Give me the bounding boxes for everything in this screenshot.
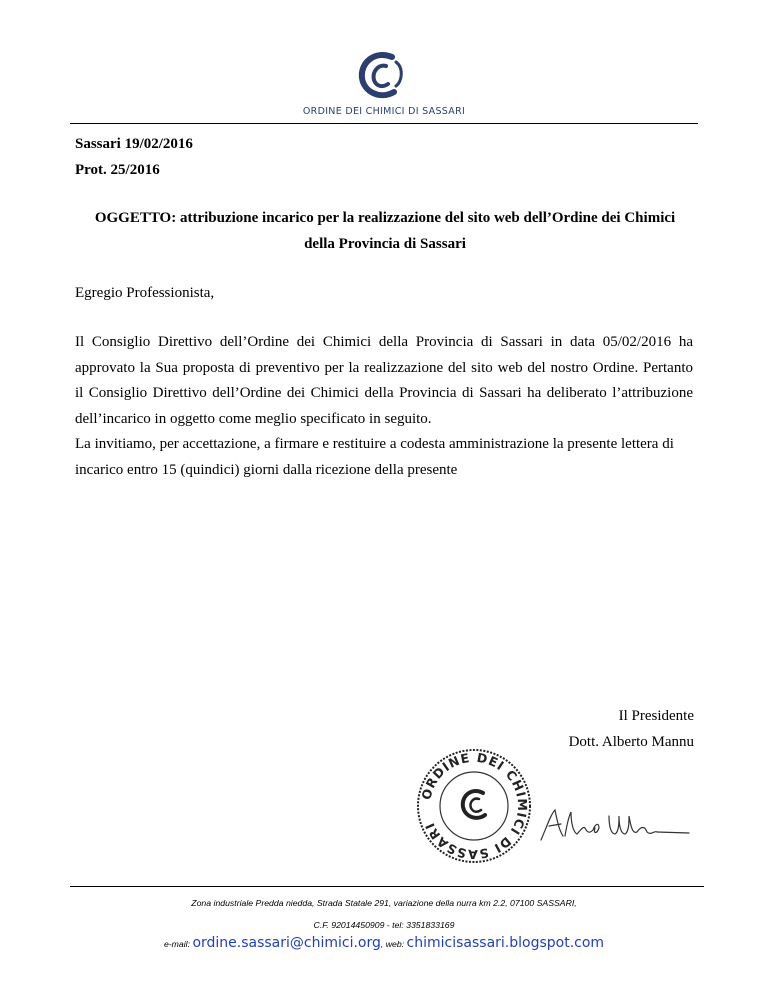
header-divider — [70, 123, 698, 124]
signer-role: Il Presidente — [618, 708, 694, 724]
letter-body — [75, 330, 693, 483]
protocol-number: Prot. 25/2016 — [75, 162, 160, 178]
footer-fiscal-info: C.F. 92014450909 - tel: 3351833169 — [313, 920, 455, 930]
footer-address: Zona industriale Predda niedda, Strada Statale 291, variazione della nurra km 2.2, 07100 SASSARI, — [191, 898, 577, 908]
body-line: dell’incarico in oggetto come meglio specificato in seguito. — [75, 410, 432, 427]
email-label: e-mail: — [163, 939, 191, 949]
body-line: incarico entro 15 (quindici) giorni dalla ricezione della presente — [75, 461, 458, 478]
subject-line-1: OGGETTO: attribuzione incarico per la realizzazione del sito web dell’Ordine dei Chimici — [94, 210, 676, 226]
subject-line-2: della Provincia di Sassari — [304, 236, 466, 252]
body-line: La invitiamo, per accettazione, a firmare e restituire a codesta amministrazione la presente lettera di — [75, 436, 674, 452]
footer-divider — [70, 886, 704, 887]
official-stamp-icon — [415, 747, 533, 865]
letter-subject — [75, 205, 695, 257]
footer-separator: , — [380, 939, 384, 949]
greeting: Egregio Professionista, — [75, 285, 215, 301]
letter-date: Sassari 19/02/2016 — [75, 136, 193, 152]
svg-text:ORDINE DEI CHIMICI DI SASSARI: ORDINE DEI CHIMICI DI SASSARI — [418, 749, 531, 863]
signer-name: Dott. Alberto Mannu — [568, 734, 694, 750]
body-line: il Consiglio Direttivo dell’Ordine dei Chimici della Provincia di Sassari ha deliberato l’attribuzione — [75, 385, 693, 401]
website-link[interactable]: chimicisassari.blogspot.com — [406, 935, 605, 951]
handwritten-signature-icon — [537, 806, 692, 844]
organization-name: ORDINE DEI CHIMICI DI SASSARI — [302, 106, 466, 117]
body-line: Il Consiglio Direttivo dell’Ordine dei Chimici della Provincia di Sassari in data 05/02/2016 ha — [75, 334, 693, 350]
email-link[interactable]: ordine.sassari@chimici.org — [192, 935, 381, 951]
chemists-order-logo-icon — [352, 48, 412, 104]
body-line: approvato la Sua proposta di preventivo per la realizzazione del sito web del nostro Ordine. Pertanto — [75, 359, 693, 376]
footer-contacts — [0, 935, 768, 951]
web-label: web: — [385, 939, 405, 949]
